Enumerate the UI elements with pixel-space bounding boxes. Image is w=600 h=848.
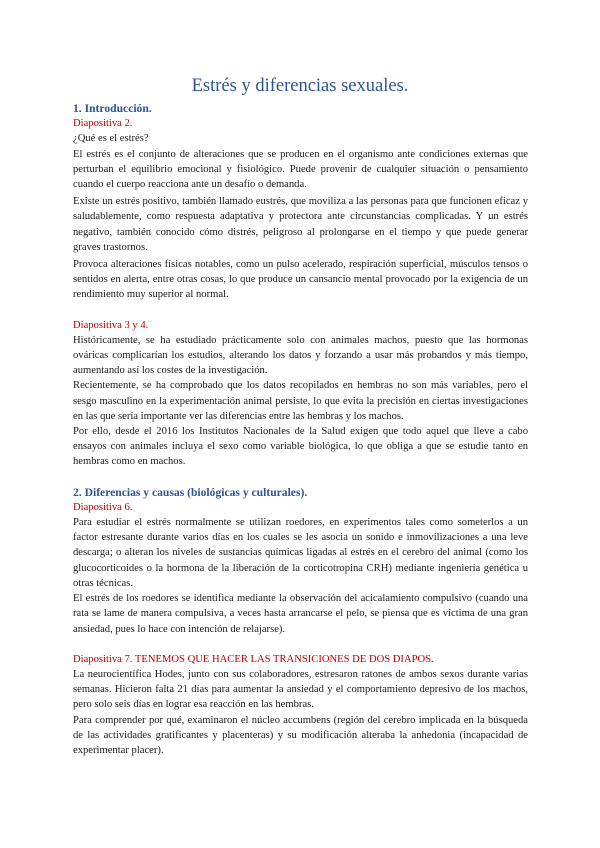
document-body [73,101,528,758]
slide-label-6: Diapositiva 6. [73,501,133,513]
paragraph: La neurocientífica Hodes, junto con sus colaboradores, estresaron ratones de ambos sexos durante varias semanas. Hicieron falta 21 días para aumentar la ansiedad y el comportamiento depresivo de los machos, pero solo seis días en lograr esa reacción en las hembras. [73,668,528,711]
paragraph: El estrés de los roedores se identifica mediante la observación del acicalamiento compulsivo (cuando una rata se lame de manera compulsiva, a veces hasta arrancarse el pelo, se piensa que es víctima de una gran ansiedad, pues lo hace con intención de relajarse). [73,593,528,635]
paragraph: El estrés es el conjunto de alteraciones que se producen en el organismo ante condiciones externas que perturban el equilibrio emocional y fisiológico. Puede provenir de cualquier situación o pensamiento cuando el cuerpo reacciona ante un desafío o demanda. [73,148,528,191]
slide-label-3-4: Diapositiva 3 y 4. [73,319,149,331]
paragraph: Históricamente, se ha estudiado prácticamente solo con animales machos, puesto que las hormonas ováricas complicarían los estudios, alterando los datos y forzando a usar más probandos y más tiempo, aumentando así los costes de la investigación. [73,334,528,377]
question-text: ¿Qué es el estrés? [73,133,149,145]
paragraph: Para estudiar el estrés normalmente se utilizan roedores, en experimentos tales como someterlos a un factor estresante durante varios días en los cuales se les asocia un sonido e inmovilizaciones a una leve descarga; o alteran los niveles de sustancias químicas ligadas al estrés en el cerebro del animal (como los glucocorticoides o la hormona de la liberación de la corticotropina CRH) mediante ingeniería genética u otras técnicas. [73,517,528,589]
slide-label-2: Diapositiva 2. [73,118,133,130]
paragraph: Recientemente, se ha comprobado que los datos recopilados en hembras no son más variables, pero el sesgo masculino en la experimentación animal persiste, lo que evita la precisión en ciertas investigaciones en las que sería importante ver las diferencias entre las hembras y los machos. [73,380,528,422]
document-title: Estrés y diferencias sexuales. [191,76,409,96]
slide-label-7: Diapositiva 7. TENEMOS QUE HACER LAS TRANSICIONES DE DOS DIAPOS. [73,653,434,665]
paragraph: Por ello, desde el 2016 los Institutos Nacionales de la Salud exigen que todo aquel que lleve a cabo ensayos con animales incluya el sexo como variable biológica, lo que obliga a que se estudie tanto en hembras como en machos. [73,426,528,468]
section-heading-introduccion: 1. Introducción. [73,102,152,115]
paragraph: Existe un estrés positivo, también llamado eustrés, que moviliza a las personas para que funcionen eficaz y saludablemente, como respuesta adaptativa y protectora ante circunstancias complicadas. Y un estrés negativo, también conocido cómo distrés, peligroso al prolongarse en el tiempo y que puede generar graves trastornos. [73,196,528,253]
paragraph: Provoca alteraciones físicas notables, como un pulso acelerado, respiración superficial, músculos tensos o sentidos en alerta, entre otras cosas, lo que produce un cansancio mental provocado por la exigencia de un rendimiento muy superior al normal. [73,259,528,301]
section-heading-diferencias: 2. Diferencias y causas (biológicas y culturales). [73,485,308,499]
paragraph: Para comprender por qué, examinaron el núcleo accumbens (región del cerebro implicada en la búsqueda de las actividades gratificantes y placenteras) y su modificación alteraba la anhedonia (incapacidad de experimentar placer). [73,714,528,756]
